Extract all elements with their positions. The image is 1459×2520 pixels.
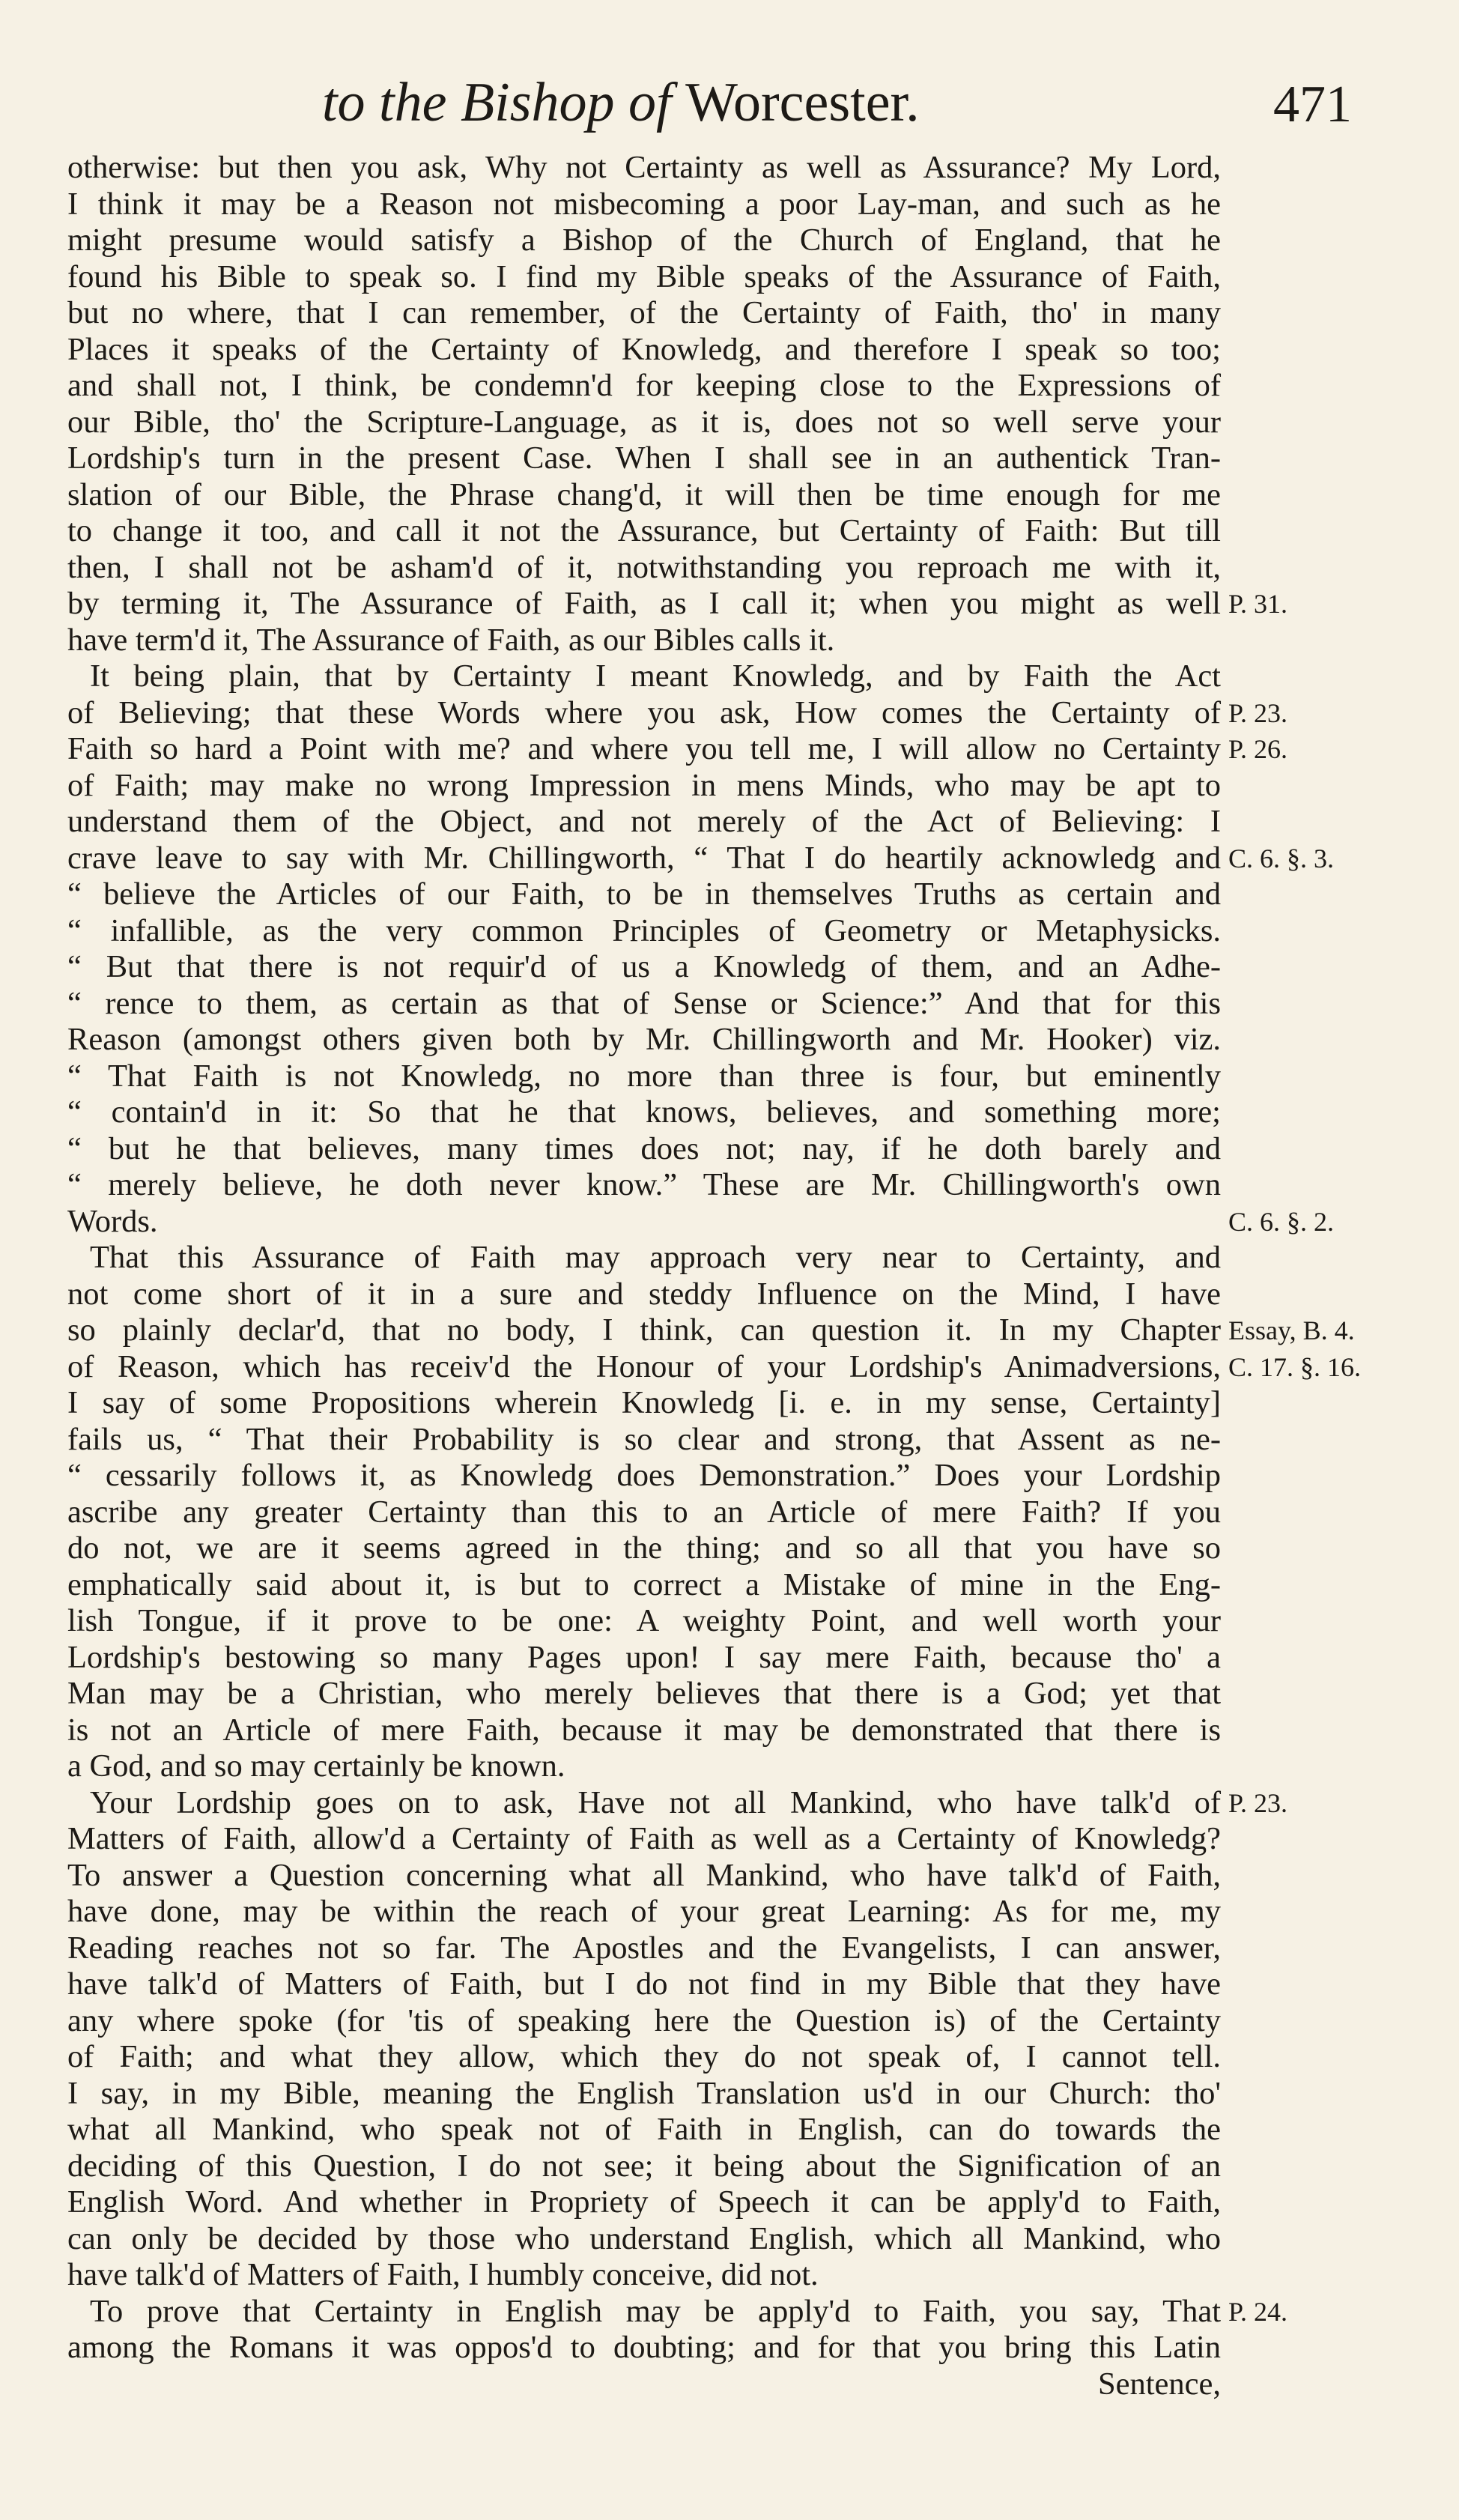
- margin-note: P. 23.: [1228, 697, 1288, 728]
- text-line: “ But that there is not requir'd of us a Knowledg of them, and an Adhe-: [67, 949, 1221, 984]
- text-line: Reading reaches not so far. The Apostles and the Evangelists, I can answer,: [67, 1930, 1221, 1966]
- text-line: understand them of the Object, and not merely of the Act of Believing: I: [67, 804, 1221, 839]
- text-line: emphatically said about it, is but to correct a Mistake of mine in the Eng-: [67, 1566, 1221, 1602]
- running-head-place: Worcester.: [685, 72, 920, 133]
- text-line: Words.: [67, 1203, 158, 1239]
- text-line: To prove that Certainty in English may be apply'd to Faith, you say, That: [90, 2293, 1221, 2329]
- text-line: Lordship's turn in the present Case. When I shall see in an authentick Tran-: [67, 440, 1221, 476]
- text-line: otherwise: but then you ask, Why not Certainty as well as Assurance? My Lord,: [67, 150, 1221, 185]
- text-line: It being plain, that by Certainty I meant Knowledg, and by Faith the Act: [90, 658, 1221, 694]
- text-line: not come short of it in a sure and steddy Influence on the Mind, I have: [67, 1276, 1221, 1312]
- body-text: [67, 150, 1221, 2402]
- text-line: what all Mankind, who speak not of Faith in English, can do towards the: [67, 2112, 1221, 2147]
- text-line: To answer a Question concerning what all Mankind, who have talk'd of Faith,: [67, 1857, 1221, 1893]
- text-line: “ contain'd in it: So that he that knows, believes, and something more;: [67, 1094, 1221, 1130]
- text-line: of Believing; that these Words where you ask, How comes the Certainty of: [67, 694, 1221, 730]
- text-line: is not an Article of mere Faith, because it may be demonstrated that there is: [67, 1712, 1221, 1748]
- text-line: Man may be a Christian, who merely believes that there is a God; yet that: [67, 1676, 1221, 1711]
- text-line: ascribe any greater Certainty than this to an Article of mere Faith? If you: [67, 1494, 1221, 1530]
- text-line: “ infallible, as the very common Principles of Geometry or Metaphysicks.: [67, 912, 1221, 948]
- text-line: “ believe the Articles of our Faith, to be in themselves Truths as certain and: [67, 876, 1221, 912]
- margin-note: P. 26.: [1228, 734, 1288, 764]
- text-line: I say, in my Bible, meaning the English Translation us'd in our Church: tho': [67, 2075, 1221, 2111]
- text-line: English Word. And whether in Propriety of Speech it can be apply'd to Faith,: [67, 2184, 1221, 2220]
- text-line: among the Romans it was oppos'd to doubting; and for that you bring this Latin: [67, 2330, 1221, 2365]
- text-line: but no where, that I can remember, of the Certainty of Faith, tho' in many: [67, 295, 1221, 330]
- text-line: so plainly declar'd, that no body, I think, can question it. In my Chapter: [67, 1312, 1221, 1348]
- text-line: Reason (amongst others given both by Mr. Chillingworth and Mr. Hooker) viz.: [67, 1022, 1221, 1057]
- running-head: [322, 71, 1371, 135]
- margin-note: C. 6. §. 2.: [1228, 1206, 1335, 1237]
- text-line: deciding of this Question, I do not see; it being about the Signification of an: [67, 2148, 1221, 2184]
- text-line: a God, and so may certainly be known.: [67, 1748, 565, 1784]
- text-line: and shall not, I think, be condemn'd for keeping close to the Expressions of: [67, 368, 1221, 403]
- margin-note: C. 6. §. 3.: [1228, 843, 1335, 873]
- text-line: lish Tongue, if it prove to be one: A weighty Point, and well worth your: [67, 1603, 1221, 1638]
- text-line: our Bible, tho' the Scripture-Language, as it is, does not so well serve your: [67, 404, 1221, 440]
- text-line: have talk'd of Matters of Faith, I humbly conceive, did not.: [67, 2257, 819, 2292]
- text-line: do not, we are it seems agreed in the thing; and so all that you have so: [67, 1530, 1221, 1566]
- text-line: Faith so hard a Point with me? and where you tell me, I will allow no Certainty: [67, 731, 1221, 766]
- margin-note: C. 17. §. 16.: [1228, 1351, 1362, 1382]
- margin-note: Essay, B. 4.: [1228, 1315, 1355, 1345]
- margin-note: P. 24.: [1228, 2296, 1288, 2327]
- text-line: Lordship's bestowing so many Pages upon! I say mere Faith, because tho' a: [67, 1639, 1221, 1675]
- text-line: That this Assurance of Faith may approach very near to Certainty, and: [90, 1240, 1221, 1275]
- text-line: of Faith; may make no wrong Impression in mens Minds, who may be apt to: [67, 767, 1221, 803]
- text-line: have term'd it, The Assurance of Faith, as our Bibles calls it.: [67, 622, 835, 658]
- text-line: have talk'd of Matters of Faith, but I do not find in my Bible that they have: [67, 1966, 1221, 2002]
- text-line: then, I shall not be asham'd of it, notwithstanding you reproach me with it,: [67, 549, 1221, 585]
- text-line: Your Lordship goes on to ask, Have not all Mankind, who have talk'd of: [90, 1784, 1221, 1820]
- text-line: Matters of Faith, allow'd a Certainty of Faith as well as a Certainty of Knowledg?: [67, 1821, 1221, 1856]
- text-line: “ cessarily follows it, as Knowledg does Demonstration.” Does your Lordship: [67, 1458, 1221, 1493]
- text-line: by terming it, The Assurance of Faith, as I call it; when you might as well: [67, 586, 1221, 621]
- text-line: I think it may be a Reason not misbecoming a poor Lay-man, and such as he: [67, 186, 1221, 222]
- page-number: 471: [1273, 76, 1352, 133]
- text-line: to change it too, and call it not the Assurance, but Certainty of Faith: But till: [67, 513, 1221, 548]
- text-line: Sentence,: [1097, 2366, 1221, 2402]
- text-line: might presume would satisfy a Bishop of the Church of England, that he: [67, 222, 1221, 258]
- margin-note: P. 23.: [1228, 1787, 1288, 1818]
- text-line: of Reason, which has receiv'd the Honour of your Lordship's Animadversions,: [67, 1348, 1221, 1384]
- text-line: can only be decided by those who understand English, which all Mankind, who: [67, 2220, 1221, 2256]
- text-line: any where spoke (for 'tis of speaking here the Question is) of the Certainty: [67, 2002, 1221, 2038]
- text-line: crave leave to say with Mr. Chillingworth, “ That I do heartily acknowledg and: [67, 840, 1221, 876]
- text-line: “ That Faith is not Knowledg, no more than three is four, but eminently: [67, 1058, 1221, 1094]
- running-head-prefix: to the Bishop of: [322, 72, 672, 133]
- text-line: slation of our Bible, the Phrase chang'd, it will then be time enough for me: [67, 476, 1221, 512]
- text-line: “ merely believe, he doth never know.” These are Mr. Chillingworth's own: [67, 1167, 1221, 1202]
- text-line: have done, may be within the reach of your great Learning: As for me, my: [67, 1894, 1221, 1929]
- text-line: of Faith; and what they allow, which they do not speak of, I cannot tell.: [67, 2039, 1221, 2074]
- margin-note: P. 31.: [1228, 589, 1288, 619]
- text-line: “ rence to them, as certain as that of Sense or Science:” And that for this: [67, 985, 1221, 1021]
- text-line: “ but he that believes, many times does not; nay, if he doth barely and: [67, 1130, 1221, 1166]
- text-line: fails us, “ That their Probability is so clear and strong, that Assent as ne-: [67, 1421, 1221, 1457]
- text-line: Places it speaks of the Certainty of Knowledg, and therefore I speak so too;: [67, 331, 1221, 367]
- text-line: found his Bible to speak so. I find my Bible speaks of the Assurance of Faith,: [67, 258, 1221, 294]
- text-line: I say of some Propositions wherein Knowledg [i. e. in my sense, Certainty]: [67, 1385, 1221, 1420]
